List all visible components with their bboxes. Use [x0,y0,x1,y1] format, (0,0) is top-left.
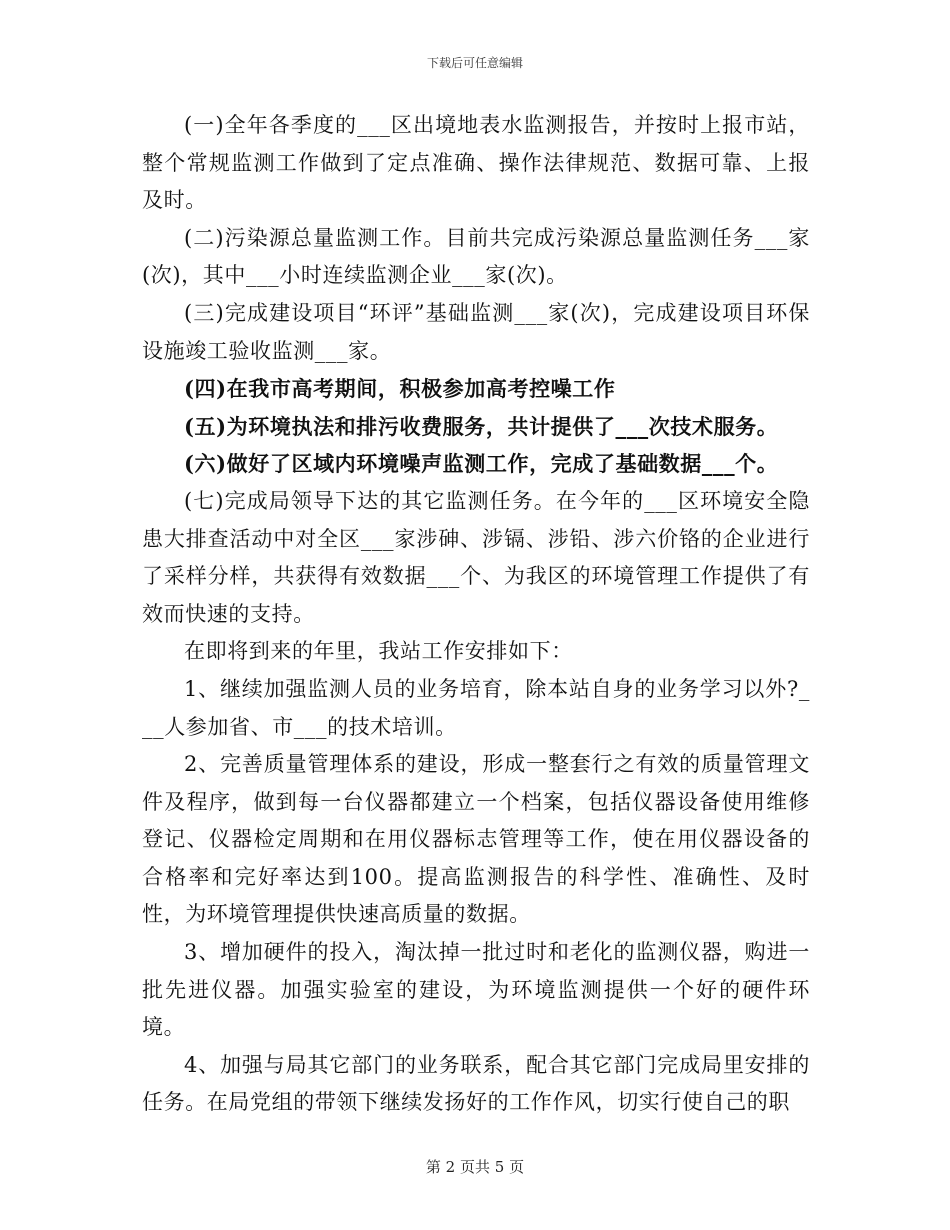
document-body [142,107,810,1122]
paragraph-12: 4、加强与局其它部门的业务联系，配合其它部门完成局里安排的任务。在局党组的带领下继续发扬好的工作作风，切实行使自己的职 [142,1052,810,1115]
paragraph-2: (二)污染源总量监测工作。目前共完成污染源总量监测任务___家(次)，其中___小时连续监测企业___家(次)。 [142,225,810,288]
paragraph-11: 3、增加硬件的投入，淘汰掉一批过时和老化的监测仪器，购进一批先进仪器。加强实验室的建设，为环境监测提供一个好的硬件环境。 [142,940,810,1040]
paragraph-6: (六)做好了区域内环境噪声监测工作，完成了基础数据___个。 [184,451,779,477]
paragraph-3: (三)完成建设项目“环评”基础监测___家(次)，完成建设项目环保设施竣工验收监测___家。 [142,300,810,363]
page-footer: 第 2 页共 5 页 [425,1158,525,1176]
paragraph-10: 2、完善质量管理体系的建设，形成一整套行之有效的质量管理文件及程序，做到每一台仪器都建立一个档案，包括仪器设备使用维修登记、仪器检定周期和在用仪器标志管理等工作，使在用仪器设备的合格率和完好率达到100。提高监测报告的科学性、准确性、及时性，为环境管理提供快速高质量的数据。 [142,752,810,927]
paragraph-4: (四)在我市高考期间，积极参加高考控噪工作 [184,376,616,402]
paragraph-7: (七)完成局领导下达的其它监测任务。在今年的___区环境安全隐患大排查活动中对全区___家涉砷、涉镉、涉铅、涉六价铬的企业进行了采样分样，共获得有效数据___个、为我区的环境管理工作提供了有效而快速的支持。 [142,488,810,626]
paragraph-1: (一)全年各季度的___区出境地表水监测报告，并按时上报市站，整个常规监测工作做到了定点准确、操作法律规范、数据可靠、上报及时。 [142,113,810,213]
page-header: 下载后可任意编辑 [426,56,523,70]
paragraph-8: 在即将到来的年里，我站工作安排如下： [184,639,573,664]
paragraph-9: 1、继续加强监测人员的业务培育，除本站自身的业务学习以外?___人参加省、市___的技术培训。 [142,676,810,739]
paragraph-5: (五)为环境执法和排污收费服务，共计提供了___次技术服务。 [184,413,779,439]
